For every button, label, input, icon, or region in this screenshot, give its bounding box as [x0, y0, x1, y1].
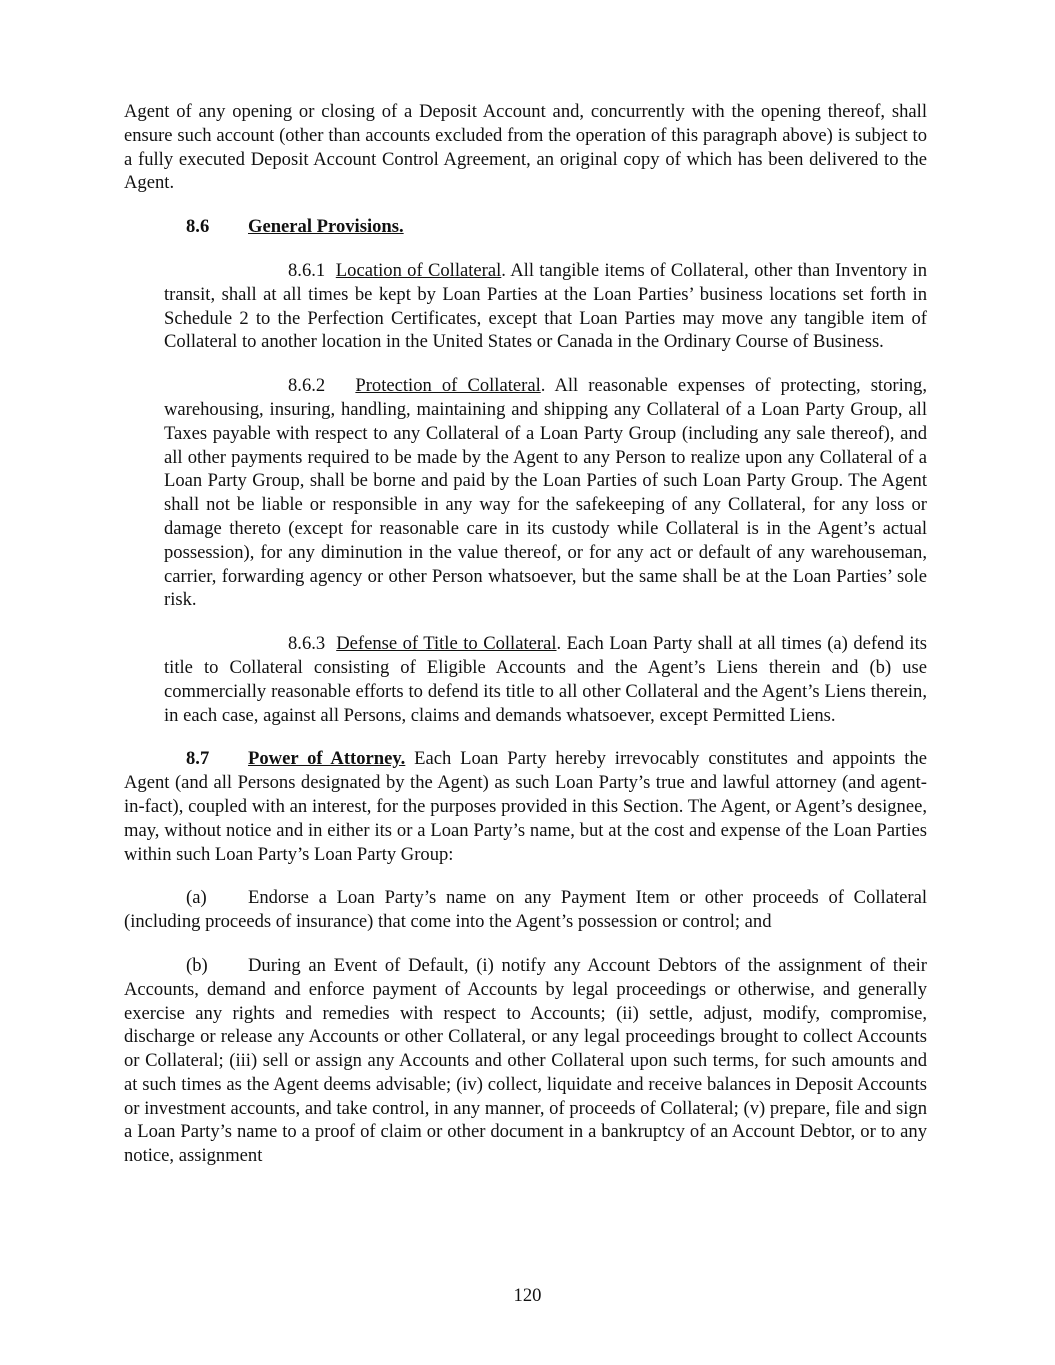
clause-text: During an Event of Default, (i) notify any Account Debtors of the assignment of their Accounts, demand and enforce payment of Accounts by legal proceedings or otherwise, and generally exercise any rights and remedies with respect to Accounts; (ii) settle, adjust, modify, compromise, discharge or release any Accounts or other Collateral, or any legal proceedings brought to collect Accounts or Collateral; (iii) sell or assign any Accounts and other Collateral upon such terms, for such amounts and at such times as the Agent deems advisable; (iv) collect, liquidate and receive balances in Deposit Accounts or investment accounts, and take control, in any manner, of proceeds of Collateral; (v) prepare, file and sign a Loan Party’s name to a proof of claim or other document in a bankruptcy of an Account Debtor, or to any notice, assignment	[124, 954, 927, 1167]
clause-a	[124, 886, 927, 934]
paragraph-continuation: Agent of any opening or closing of a Deposit Account and, concurrently with the opening thereof, shall ensure such account (other than accounts excluded from the operation of this paragraph above) is subject to a fully executed Deposit Account Control Agreement, an original copy of which has been delivered to the Agent.	[124, 101, 927, 194]
document-page	[124, 100, 927, 1188]
section-8-6-1	[164, 259, 927, 354]
section-8-6-2	[164, 374, 927, 612]
subsection-number: 8.6.3	[288, 633, 326, 655]
subsection-number: 8.6.1	[288, 259, 326, 281]
clause-label: (b)	[186, 954, 208, 976]
subsection-title: Location of Collateral	[335, 259, 502, 281]
section-8-6-heading	[186, 215, 927, 239]
subsection-text: . All reasonable expenses of protecting, storing, warehousing, insuring, handling, maintaining and shipping any Collateral of a Loan Party Group, all Taxes payable with respect to any Collateral of a Loan Party Group (including any sale thereof), and all other payments required to be made by the Agent to any Person to realize upon any Collateral of a Loan Party Group, shall be borne and paid by the Loan Parties of such Loan Party Group. The Agent shall not be liable or responsible in any way for the safekeeping of any Collateral, for any loss or damage thereto (except for reasonable care in its custody while Collateral is in the Agent’s actual possession), for any diminution in the value thereof, or for any act or default of any warehouseman, carrier, forwarding agency or other Person whatsoever, but the same shall be at the Loan Parties’ sole risk.	[164, 375, 927, 611]
section-8-7	[124, 747, 927, 866]
clause-label: (a)	[186, 887, 207, 909]
section-title: Power of Attorney.	[248, 748, 406, 770]
subsection-title: Protection of Collateral	[355, 375, 541, 397]
section-text: Each Loan Party hereby irrevocably constitutes and appoints the Agent (and all Persons designated by the Agent) as such Loan Party’s true and lawful attorney (and agent-in-fact), coupled with an interest, for the purposes provided in this Section. The Agent, or Agent’s designee, may, without notice and in either its or a Loan Party’s name, but at the cost and expense of the Loan Parties within such Loan Party’s Loan Party Group:	[124, 748, 927, 865]
subsection-text: . All tangible items of Collateral, other than Inventory in transit, shall at all times be kept by Loan Parties at the Loan Parties’ business locations set forth in Schedule 2 to the Perfection Certificates, except that Loan Parties may move any tangible item of Collateral to another location in the United States or Canada in the Ordinary Course of Business.	[164, 259, 928, 353]
section-number: 8.7	[186, 748, 210, 770]
section-number: 8.6	[186, 216, 210, 238]
clause-text: Endorse a Loan Party’s name on any Payment Item or other proceeds of Collateral (including proceeds of insurance) that come into the Agent’s possession or control; and	[124, 887, 927, 933]
subsection-text: . Each Loan Party shall at all times (a) defend its title to Collateral consisting of Eligible Accounts and the Agent’s Liens therein and (b) use commercially reasonable efforts to defend its title to all other Collateral and the Agent’s Liens therein, in each case, against all Persons, claims and demands whatsoever, except Permitted Liens.	[164, 633, 928, 726]
subsection-title: Defense of Title to Collateral	[336, 633, 557, 655]
clause-b	[124, 954, 927, 1168]
page-number: 120	[513, 1285, 542, 1306]
section-title: General Provisions.	[248, 216, 404, 238]
section-8-6-3	[164, 632, 927, 727]
subsection-number: 8.6.2	[288, 375, 326, 397]
